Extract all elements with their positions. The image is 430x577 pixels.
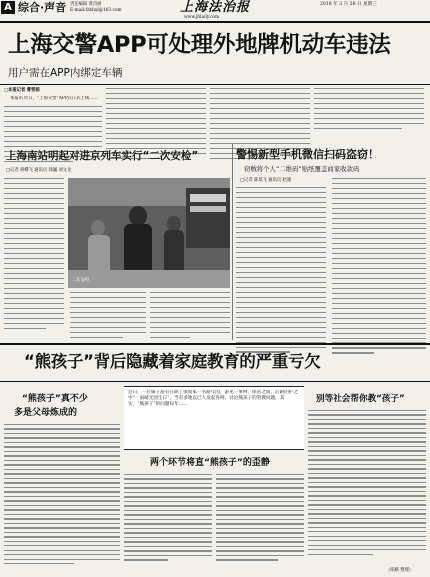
feature-top-rule — [0, 343, 430, 345]
editor-info: 责任编辑 黄肖丽 — [70, 2, 102, 7]
station-headline: 上海南站明起对进京列车实行“二次安检” — [6, 150, 199, 162]
alert-column-rule — [232, 144, 233, 340]
alert-body-col1 — [236, 187, 326, 356]
feature-right-body — [308, 410, 426, 558]
station-body-col3 — [150, 292, 230, 342]
lead-rule — [0, 84, 430, 85]
alert-body-col2 — [332, 178, 426, 357]
feature-center-subhead: 两个环节将直“熊孩子”的歪静 — [150, 458, 270, 468]
feature-center-body-a — [124, 474, 212, 564]
masthead-rule — [0, 21, 430, 23]
lead-headline: 上海交警APP可处理外地牌机动车违法 — [8, 32, 391, 58]
feature-right-subhead: 别等社会帮你教“孩子” — [316, 394, 405, 404]
quote-text: 近日，一位妹子游有在除了保成家一名路年园，游见一事例，保管之间，后跟的护之中“一面晴光园生日”，当有多地以已人发起各网、讨论熊孩子的管教问题，其实，“熊孩子”的问题每年…… — [128, 390, 298, 408]
lead-byline: □本报记者 曹雪娟 — [4, 88, 40, 93]
security-check-photo — [68, 178, 230, 288]
station-byline: □记者 胡蝶飞 通讯员 徐巍 刘文龙 — [6, 168, 72, 173]
alert-byline: □记者 陈琰飞 通讯员 赵晓 — [240, 178, 292, 183]
section-label: 综合·声音 — [18, 1, 67, 14]
website-url: www.jfdaily.com — [184, 15, 220, 20]
masthead — [0, 0, 430, 22]
lead-subheadline: 用户需在APP内绑定车辆 — [8, 67, 123, 79]
feature-credit: （胡路 整理） — [386, 568, 414, 573]
lead-first-para: 本报讯 昨日，“上海交警”APP在正式上线…… — [10, 96, 98, 101]
feature-left-body — [4, 424, 120, 568]
feature-quote-box — [124, 386, 304, 450]
feature-left-subhead-2: 多是父母炼成的 — [14, 408, 78, 418]
station-body-col1 — [4, 178, 64, 333]
photo-caption: 二次安检 — [72, 278, 90, 283]
feature-left-subhead-1: “熊孩子”真不少 — [22, 394, 88, 404]
newspaper-logo: 上海法治报 — [180, 0, 251, 15]
feature-center-body-b — [216, 474, 304, 564]
issue-date: 2018 年 3 月 28 日 星期三 — [320, 2, 377, 7]
feature-headline: “熊孩子”背后隐藏着家庭教育的严重亏欠 — [24, 352, 321, 371]
lead-body-col4 — [314, 88, 424, 133]
alert-subheadline: 窃贼将个人“二维码”贴纸覆盖商家收款码 — [244, 165, 360, 173]
feature-under-rule — [0, 381, 430, 382]
editor-email: E-mail:fzbhxl@163.com — [70, 8, 122, 13]
section-badge: A — [1, 1, 15, 14]
alert-headline: 警惕新型手机微信扫码盗窃！ — [236, 148, 379, 161]
station-body-col2 — [70, 292, 146, 342]
photo-illustration — [68, 178, 230, 288]
